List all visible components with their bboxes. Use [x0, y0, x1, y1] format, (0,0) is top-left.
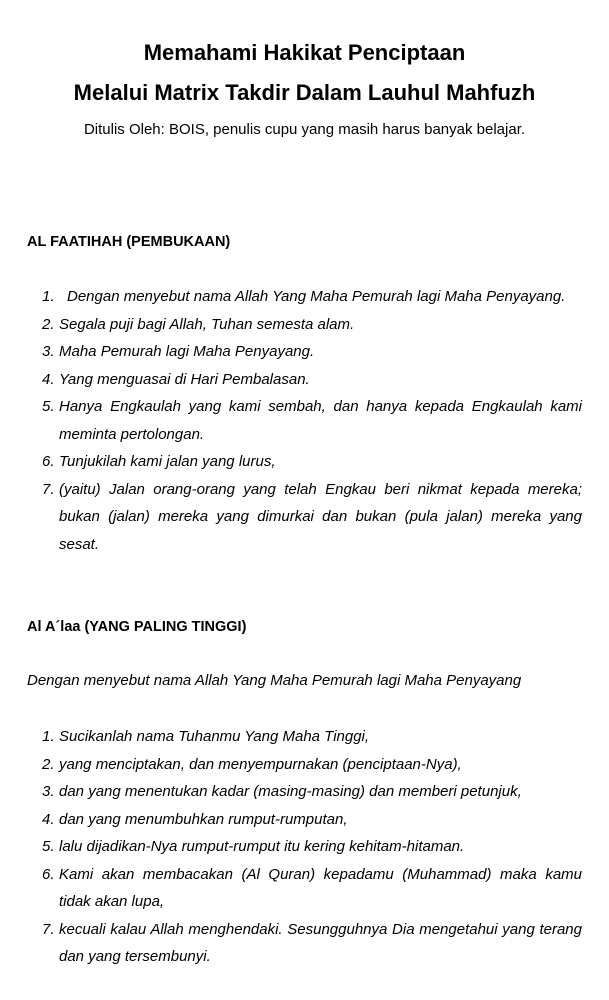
verse-text: kecuali kalau Allah menghendaki. Sesungguhnya Dia mengetahui yang terang dan yang tersembunyi. — [59, 920, 582, 965]
verse-item — [27, 338, 582, 366]
author-line: Ditulis Oleh: BOIS, penulis cupu yang masih harus banyak belajar. — [83, 121, 526, 138]
verse-text: Sucikanlah nama Tuhanmu Yang Maha Tinggi, — [59, 728, 370, 745]
section-heading-al-alaa: Al A´laa (YANG PALING TINGGI) — [27, 619, 247, 635]
verse-number: 2. — [42, 755, 55, 773]
verse-text: lalu dijadikan-Nya rumput-rumput itu kering kehitam-hitaman. — [59, 838, 465, 855]
verse-text: Dengan menyebut nama Allah Yang Maha Pemurah lagi Maha Penyayang. — [67, 288, 566, 305]
verse-text: dan yang menentukan kadar (masing-masing) dan memberi petunjuk, — [59, 783, 522, 800]
verse-item — [27, 311, 582, 339]
verse-text: yang menciptakan, dan menyempurnakan (penciptaan-Nya), — [59, 755, 462, 773]
verse-number: 5. — [42, 398, 55, 415]
verse-item — [27, 283, 582, 311]
verse-text: (yaitu) Jalan orang-orang yang telah Engkau beri nikmat kepada mereka; bukan (jalan) mereka yang dimurkai dan bukan (pula jalan) mereka yang sesat. — [59, 480, 582, 553]
verse-number: 4. — [42, 810, 55, 828]
document-title-line-2: Melalui Matrix Takdir Dalam Lauhul Mahfuzh — [73, 80, 536, 105]
verse-text: Yang menguasai di Hari Pembalasan. — [59, 370, 310, 388]
verse-text: dan yang menumbuhkan rumput-rumputan, — [59, 810, 348, 828]
verse-number: 3. — [42, 343, 55, 360]
verse-text: Hanya Engkaulah yang kami sembah, dan hanya kepada Engkaulah kami meminta pertolongan. — [59, 398, 582, 443]
verse-number: 7. — [42, 480, 55, 498]
verse-number: 5. — [42, 838, 55, 855]
verse-text: Tunjukilah kami jalan yang lurus, — [59, 453, 276, 470]
verse-item — [27, 751, 582, 779]
section-heading-al-faatihah: AL FAATIHAH (PEMBUKAAN) — [27, 234, 231, 250]
verse-text: Kami akan membacakan (Al Quran) kepadamu (Muhammad) maka kamu tidak akan lupa, — [59, 865, 582, 910]
verse-text: Maha Pemurah lagi Maha Penyayang. — [59, 343, 315, 360]
verse-item — [27, 448, 582, 476]
verse-item — [27, 861, 582, 916]
verse-item — [27, 476, 582, 559]
verse-number: 4. — [42, 370, 55, 388]
verse-item — [27, 778, 582, 806]
verse-number: 1. — [42, 288, 55, 305]
verse-item — [27, 833, 582, 861]
verse-item — [27, 393, 582, 448]
verse-item — [27, 916, 582, 971]
basmalah-intro: Dengan menyebut nama Allah Yang Maha Pemurah lagi Maha Penyayang — [27, 672, 522, 689]
verse-text: Segala puji bagi Allah, Tuhan semesta alam. — [59, 315, 355, 333]
verse-number: 3. — [42, 783, 55, 800]
verse-item — [27, 806, 582, 834]
verse-list-al-alaa — [27, 723, 582, 971]
document-title-line-1: Memahami Hakikat Penciptaan — [143, 40, 466, 65]
verse-number: 7. — [42, 920, 55, 938]
verse-number: 2. — [42, 315, 55, 333]
verse-list-al-faatihah — [27, 283, 582, 558]
verse-item — [27, 366, 582, 394]
verse-number: 6. — [42, 453, 55, 470]
verse-item — [27, 723, 582, 751]
verse-number: 1. — [42, 728, 55, 745]
verse-number: 6. — [42, 865, 55, 883]
